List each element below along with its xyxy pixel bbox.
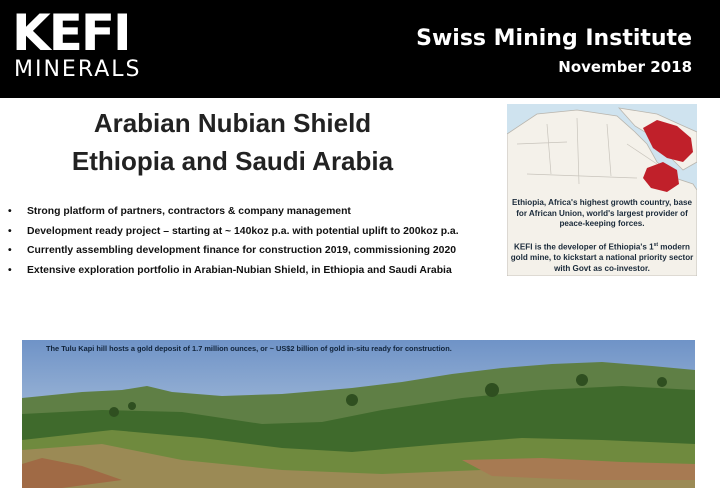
slide-title-line2: Ethiopia and Saudi Arabia [71, 146, 394, 176]
bullet-text: Development ready project – starting at ~ 140koz p.a. with potential uplift to 200koz p.a. [27, 225, 459, 237]
bullet-text: Strong platform of partners, contractors & company management [27, 206, 351, 217]
logo-kefi: KEFI [12, 4, 130, 62]
bullet-dot: • [8, 245, 12, 256]
landscape-graphic [22, 340, 695, 488]
africa-map [507, 104, 697, 276]
header-banner [0, 0, 720, 98]
bullet-item [8, 222, 508, 242]
bullet-item [8, 241, 508, 261]
bullet-text: Currently assembling development finance for construction 2019, commissioning 2020 [27, 245, 457, 256]
bullet-list [8, 202, 508, 280]
bullet-dot: • [8, 264, 12, 276]
logo-minerals: MINERALS [14, 57, 142, 82]
bullet-item [8, 202, 508, 222]
bullet-text: Extensive exploration portfolio in Arabian-Nubian Shield, in Ethiopia and Saudi Arabia [27, 264, 452, 276]
bullet-dot: • [8, 225, 12, 237]
event-title: Swiss Mining Institute [416, 26, 692, 51]
tulu-kapi-photo [22, 340, 695, 488]
slide-title-line1: Arabian Nubian Shield [93, 108, 372, 138]
bullet-dot: • [8, 206, 12, 217]
photo-caption: The Tulu Kapi hill hosts a gold deposit of 1.7 million ounces, or ~ US$2 billion of gold in-situ ready for construction. [46, 344, 452, 353]
bullet-item [8, 261, 508, 281]
map-note-ethiopia: Ethiopia, Africa's highest growth country, base for African Union, world's largest provider of peace-keeping forces. [511, 198, 692, 229]
map-note-kefi: KEFI is the developer of Ethiopia's 1st modern gold mine, to kickstart a national priority sector with Govt as co-investor. [510, 242, 694, 273]
event-date: November 2018 [558, 58, 692, 76]
